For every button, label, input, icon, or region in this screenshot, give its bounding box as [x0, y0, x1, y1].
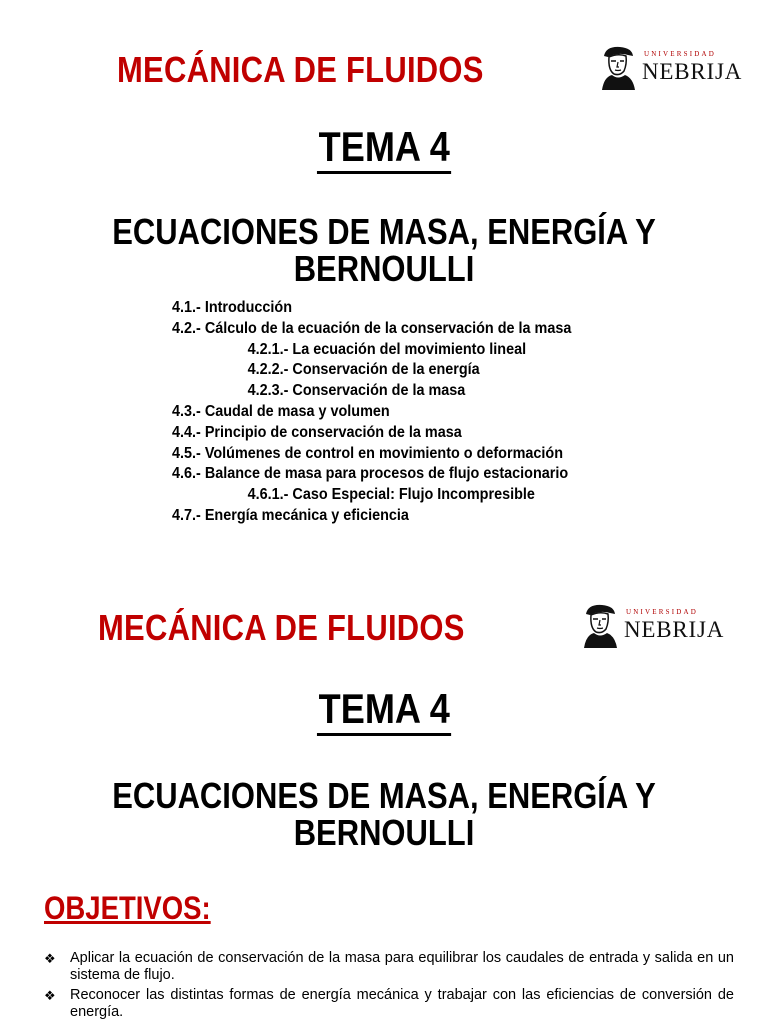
logo-university-label: UNIVERSIDAD	[626, 608, 699, 616]
toc-item: 4.6.- Balance de masa para procesos de flujo estacionario	[172, 465, 569, 483]
slide-2	[0, 580, 768, 1024]
tema-heading	[0, 687, 768, 736]
logo-university-label: UNIVERSIDAD	[644, 50, 717, 58]
university-logo	[598, 44, 742, 90]
toc-subitem: 4.2.2.- Conservación de la energía	[247, 361, 480, 379]
tema-label: TEMA 4	[317, 125, 452, 174]
diamond-bullet-icon: ❖	[44, 988, 56, 1003]
nebrija-portrait-icon	[580, 602, 620, 648]
toc-subitem: 4.6.1.- Caso Especial: Flujo Incompresible	[247, 486, 535, 504]
list-item	[44, 987, 734, 1021]
subtitle-line-1: ECUACIONES DE MASA, ENERGÍA Y	[112, 211, 656, 252]
diamond-bullet-icon: ❖	[44, 951, 56, 966]
objetivo-text: Reconocer las distintas formas de energía mecánica y trabajar con las eficiencias de conversión de energía.	[70, 987, 734, 1020]
toc-item: 4.4.- Principio de conservación de la masa	[172, 423, 462, 441]
toc-subitem: 4.2.1.- La ecuación del movimiento lineal	[247, 340, 527, 358]
course-title: MECÁNICA DE FLUIDOS	[98, 607, 465, 648]
objetivos-list	[44, 950, 734, 1024]
toc-item: 4.1.- Introducción	[172, 299, 293, 316]
subtitle-line-2: BERNOULLI	[293, 248, 475, 289]
logo-nebrija-label: NEBRIJA	[624, 617, 725, 642]
subtitle-line-2: BERNOULLI	[293, 812, 475, 853]
tema-heading	[0, 125, 768, 174]
toc-item: 4.2.- Cálculo de la ecuación de la conservación de la masa	[172, 319, 572, 337]
toc-item: 4.5.- Volúmenes de control en movimiento o deformación	[172, 444, 564, 462]
university-logo	[580, 602, 724, 648]
subtitle	[0, 777, 768, 851]
course-title: MECÁNICA DE FLUIDOS	[117, 49, 484, 90]
nebrija-portrait-icon	[598, 44, 638, 90]
subtitle-line-1: ECUACIONES DE MASA, ENERGÍA Y	[112, 775, 656, 816]
table-of-contents	[172, 298, 616, 527]
list-item	[44, 950, 734, 984]
toc-item: 4.3.- Caudal de masa y volumen	[172, 402, 390, 420]
objetivos-heading: OBJETIVOS:	[44, 890, 211, 926]
toc-item: 4.7.- Energía mecánica y eficiencia	[172, 506, 409, 524]
tema-label: TEMA 4	[317, 687, 452, 736]
logo-nebrija-label: NEBRIJA	[642, 59, 743, 84]
subtitle	[0, 213, 768, 287]
toc-subitem: 4.2.3.- Conservación de la masa	[247, 382, 466, 400]
objetivo-text: Aplicar la ecuación de conservación de la masa para equilibrar los caudales de entrada y salida en un sistema de flujo.	[70, 950, 734, 983]
